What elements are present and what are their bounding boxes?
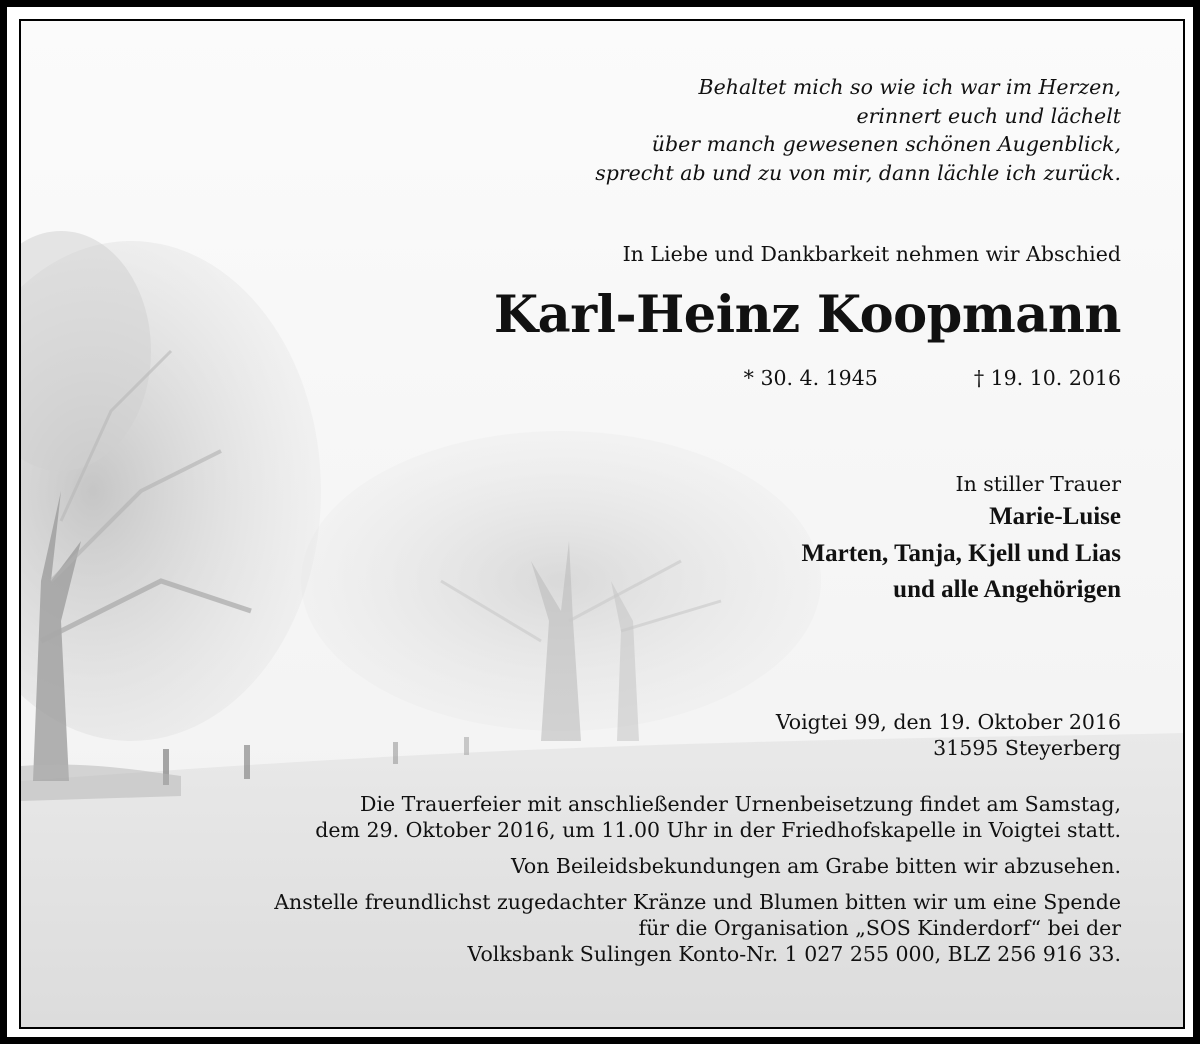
poem-line: Behaltet mich so wie ich war im Herzen,: [698, 75, 1121, 99]
mourner-name: und alle Angehörigen: [893, 576, 1121, 603]
obituary-frame: [19, 19, 1185, 1029]
funeral-line: Die Trauerfeier mit anschließender Urnenbeisetzung findet am Samstag,: [360, 792, 1121, 816]
mourner-name: Marie-Luise: [989, 503, 1121, 530]
condolences-line: Von Beileidsbekundungen am Grabe bitten wir abzusehen.: [510, 854, 1121, 878]
mourning-intro: In stiller Trauer: [955, 472, 1121, 496]
poem: [595, 73, 1121, 187]
life-dates: [744, 365, 1121, 391]
donation-line: Volksbank Sulingen Konto-Nr. 1 027 255 000, BLZ 256 916 33.: [467, 942, 1121, 966]
place-and-date: [776, 709, 1121, 761]
death-date: † 19. 10. 2016: [973, 366, 1121, 390]
mourners-list: [802, 499, 1122, 609]
deceased-name: Karl-Heinz Koopmann: [493, 285, 1121, 345]
funeral-notice: [274, 791, 1121, 967]
farewell-line: In Liebe und Dankbarkeit nehmen wir Abschied: [622, 242, 1121, 266]
birth-date: * 30. 4. 1945: [743, 366, 878, 390]
poem-line: sprecht ab und zu von mir, dann lächle ich zurück.: [595, 160, 1121, 185]
donation-line: für die Organisation „SOS Kinderdorf“ bei der: [638, 916, 1121, 940]
place-line: 31595 Steyerberg: [933, 736, 1121, 760]
poem-line: erinnert euch und lächelt: [856, 103, 1121, 128]
funeral-line: dem 29. Oktober 2016, um 11.00 Uhr in der Friedhofskapelle in Voigtei statt.: [315, 818, 1121, 842]
mourner-name: Marten, Tanja, Kjell und Lias: [801, 539, 1121, 567]
donation-line: Anstelle freundlichst zugedachter Kränze und Blumen bitten wir um eine Spende: [274, 890, 1121, 914]
place-line: Voigtei 99, den 19. Oktober 2016: [775, 710, 1121, 734]
poem-line: über manch gewesenen schönen Augenblick,: [651, 132, 1121, 156]
